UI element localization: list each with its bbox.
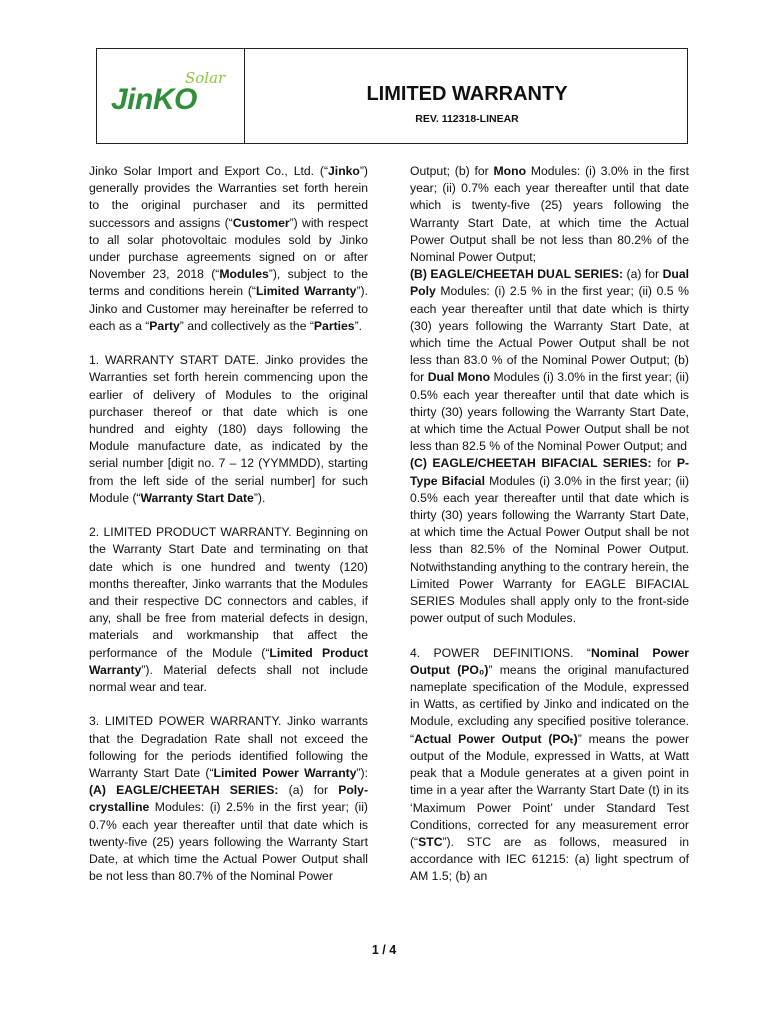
section-3-bifacial-series: (C) EAGLE/CHEETAH BIFACIAL SERIES: for P-Type Bifacial Modules (i) 3.0% in the first year; (ii) 0.5% each year thereafter until that date which is thirty (30) years following the Warranty Start Date, at which time the Actual Power Output shall be not less than 82.5% of the Nominal Power Output. Notwithstanding anything to the contrary herein, the Limited Power Warranty for EAGLE BIFACIAL SERIES Modules shall apply only to the front-side power output of such Modules. [410,456,689,626]
document-title: LIMITED WARRANTY [366,83,568,105]
logo-solar-text: Solar [185,69,226,87]
section-3-limited-power-warranty: 3. LIMITED POWER WARRANTY. Jinko warrants that the Degradation Rate shall not exceed the following for the periods identified following the Warranty Start Date (“Limited Power Warranty”): (A) EAGLE/CHEETAH SERIES: (a) for Poly-crystalline Modules: (i) 2.5% in the first year; (ii) 0.7% each year thereafter until that date which is twenty-five (25) years following the Warranty Start Date, at which time the Actual Power Output shall be not less than 80.7% of the Nominal Power [89,714,368,884]
section-1-warranty-start-date: 1. WARRANTY START DATE. Jinko provides the Warranties set forth herein commencing upon the earlier of delivery of Modules to the original purchaser thereof or that date which is one hundred and eighty (180) days following the Module manufacture date, as indicated by the serial number [digit no. 7 – 12 (YYMMDD), starting from the left side of the serial number] for such Module (“Warranty Start Date”). [89,353,368,505]
intro-paragraph: Jinko Solar Import and Export Co., Ltd. (“Jinko”) generally provides the Warranties set forth herein to the original purchaser and its permitted successors and assigns (“Customer”) with respect to all solar photovoltaic modules sold by Jinko under purchase agreements signed on or after November 23, 2018 (“Modules”), subject to the terms and conditions herein (“Limited Warranty”). Jinko and Customer may hereinafter be referred to each as a “Party” and collectively as the “Parties”. [89,164,368,333]
section-4-power-definitions: 4. POWER DEFINITIONS. “Nominal Power Output (PO₀)” means the original manufactured nameplate specification of the Module, expressed in Watts, as certified by Jinko and indicated on the Module, excluding any specified positive tolerance. “Actual Power Output (POₜ)” means the power output of the Module, expressed in Watts, at Watt peak that a Module generates at a given point in time in a year after the Warranty Start Date (t) in its ‘Maximum Power Point’ under Standard Test Conditions, corrected for any measurement error (“STC”). STC are as follows, measured in accordance with IEC 61215: (a) light spectrum of AM 1.5; (b) an [410,645,690,884]
section-3-continued: Output; (b) for Mono Modules: (i) 3.0% in the first year; (ii) 0.7% each year thereafter until that date which is twenty-five (25) years following the Warranty Start Date, at which time the Actual Power Output shall be not less than 80.2% of the Nominal Power Output; [410,164,690,265]
left-column [89,163,368,885]
jinko-solar-logo [111,69,231,125]
section-3-dual-series: (B) EAGLE/CHEETAH DUAL SERIES: (a) for Dual Poly Modules: (i) 2.5 % in the first year; (ii) 0.5 % each year thereafter until that date which is thirty (30) years following the Warranty Start Date, at which time the Actual Power Output shall be not less than 83.0 % of the Nominal Power Output; (b) for Dual Mono Modules (i) 3.0% in the first year; (ii) 0.5% each year thereafter until that date which is thirty (30) years following the Warranty Start Date, at which time the Actual Power Output shall be not less than 82.5 % of the Nominal Power Output; and [410,267,690,454]
header-box [96,48,688,144]
revision-number: REV. 112318-LINEAR [415,113,519,125]
section-2-limited-product-warranty: 2. LIMITED PRODUCT WARRANTY. Beginning on the Warranty Start Date and terminating on that date which is one hundred and twenty (120) months thereafter, Jinko warrants that the Modules and their respective DC connectors and cables, if any, shall be free from material defects in design, materials and workmanship that affect the performance of the Module (“Limited Product Warranty”). Material defects shall not include normal wear and tear. [89,525,368,695]
page-number: 1 / 4 [371,943,397,957]
right-column [410,163,689,886]
logo-jinko-text: JinKO [111,83,197,116]
